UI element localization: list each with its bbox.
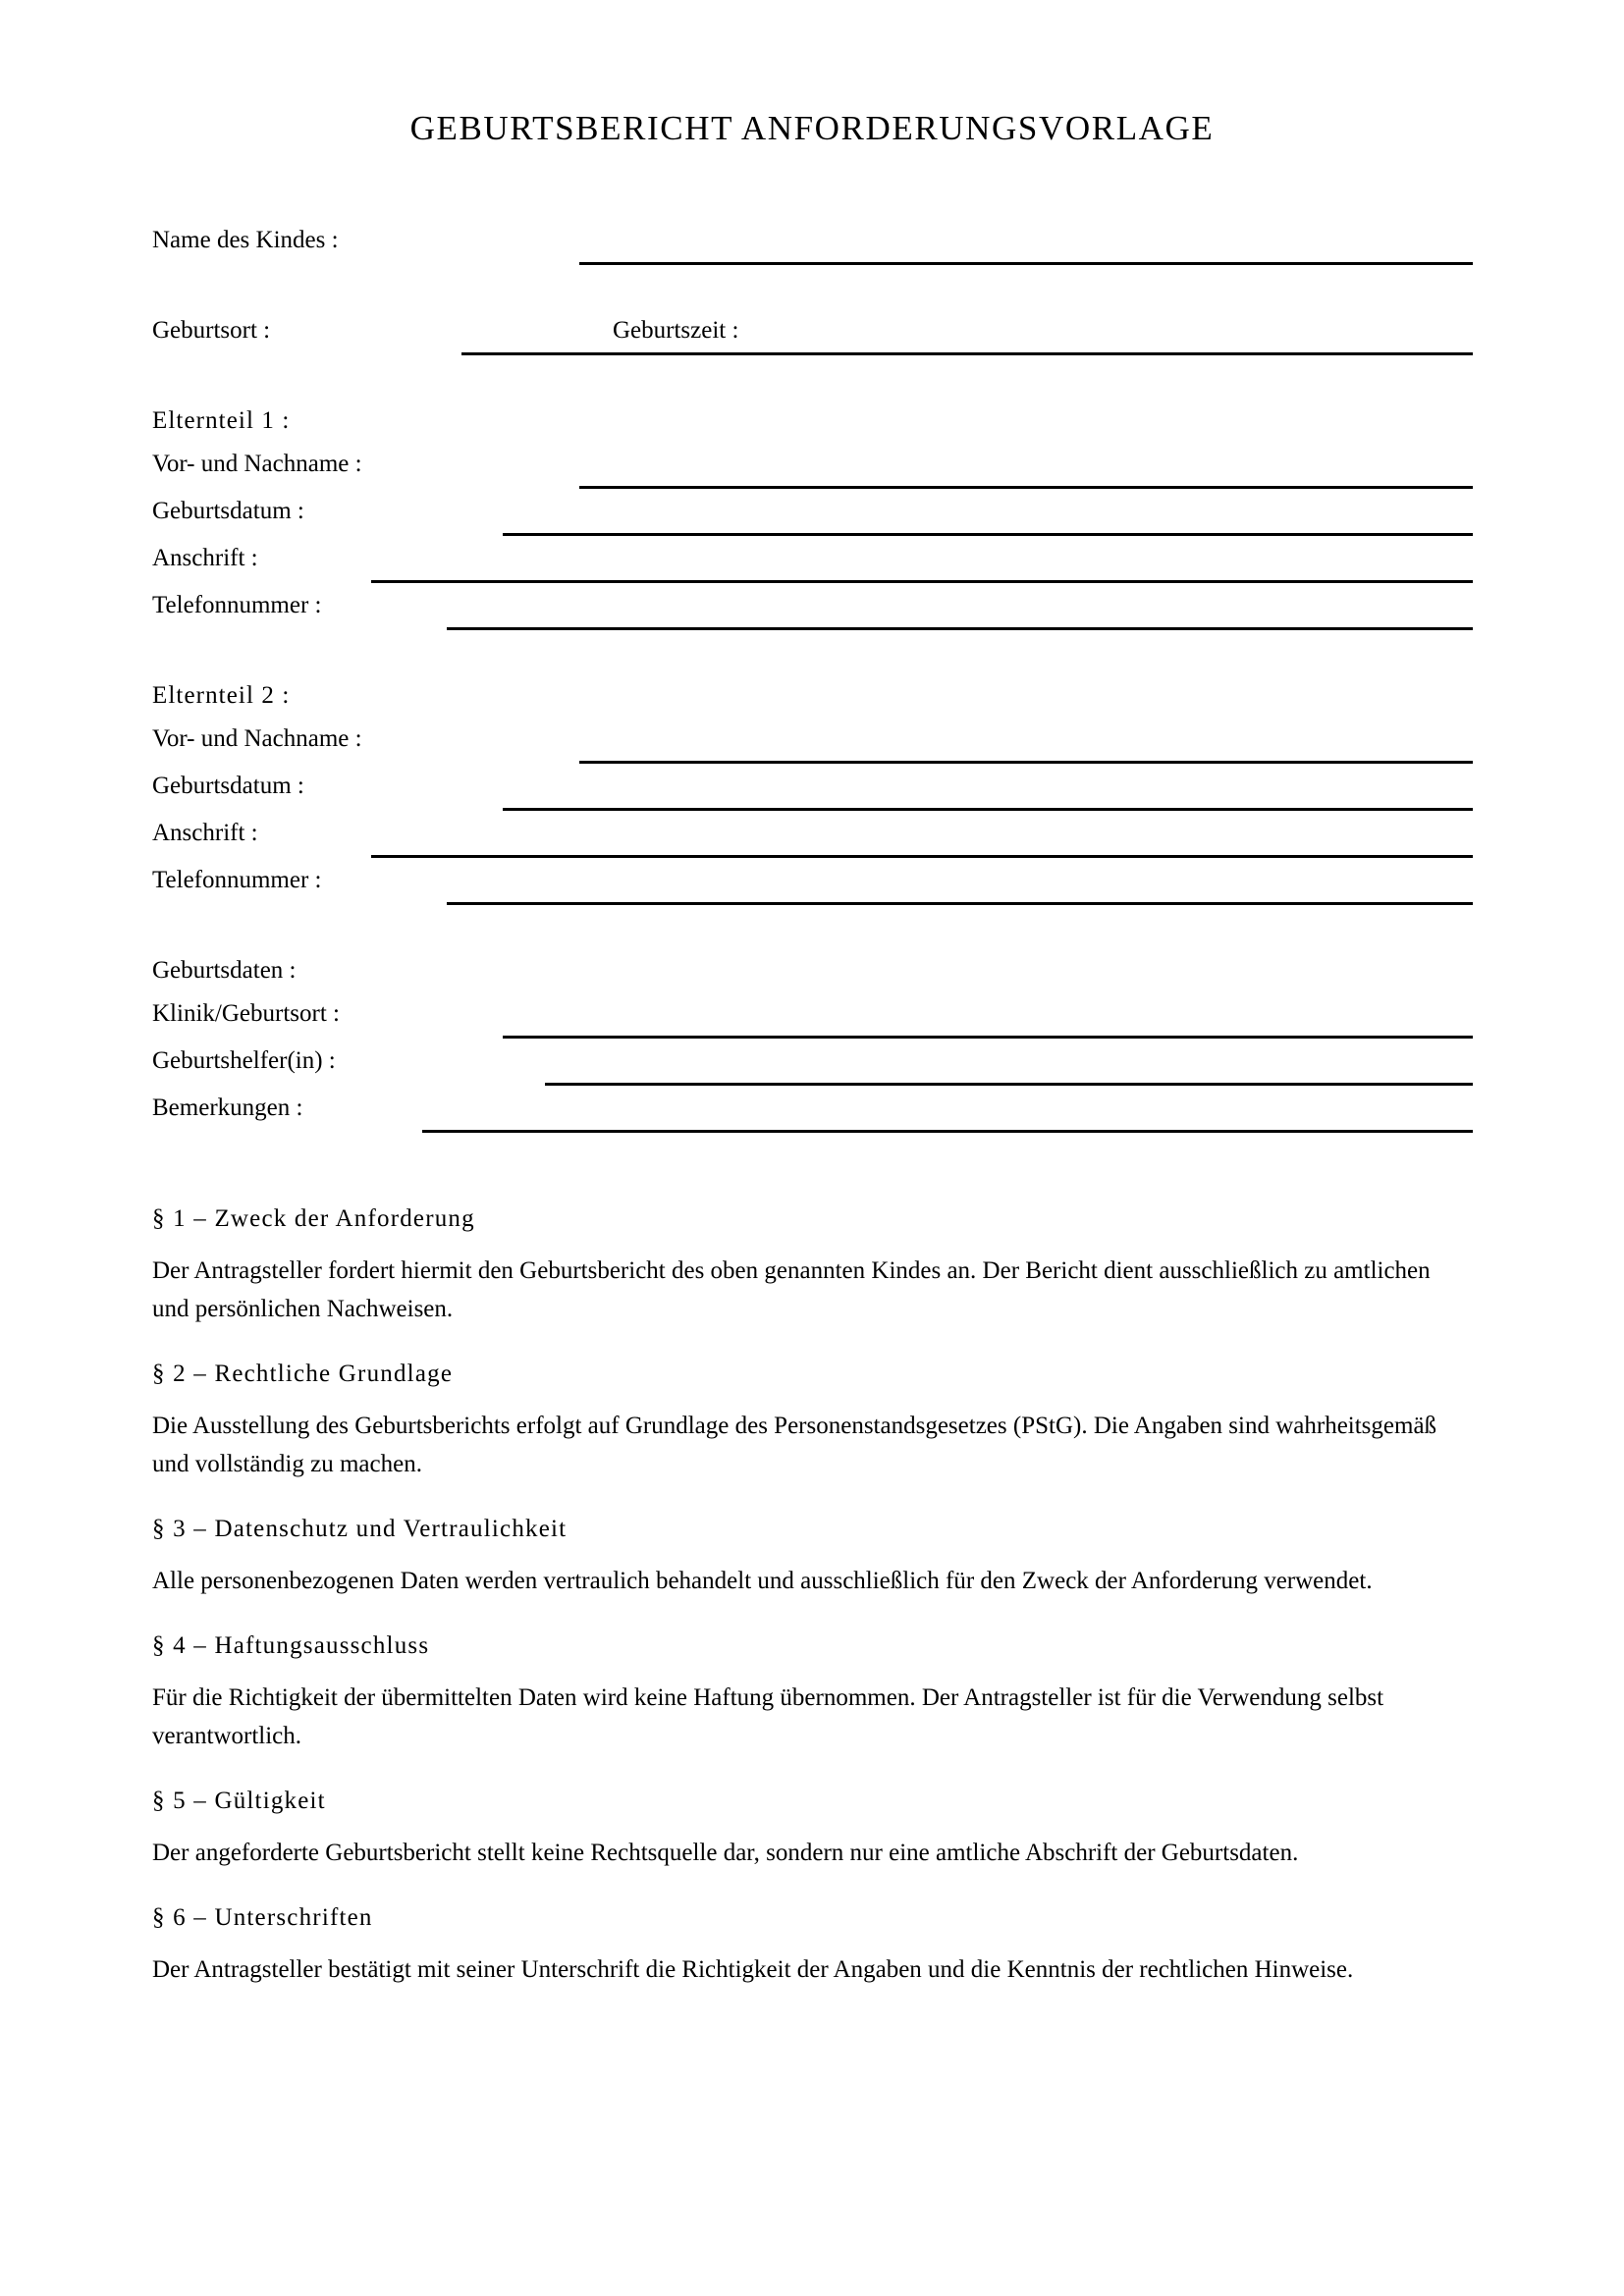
- parent2-phone-label: Telefonnummer :: [152, 867, 322, 893]
- form-fields-area: [152, 226, 1473, 1141]
- parent1-phone-input-rule[interactable]: [447, 627, 1473, 630]
- field-row-parent2-phone: [152, 866, 1473, 913]
- page-title: GEBURTSBERICHT ANFORDERUNGSVORLAGE: [409, 109, 1215, 147]
- parent1-address-input-rule[interactable]: [371, 580, 1473, 583]
- parent1-address-label: Anschrift :: [152, 545, 258, 571]
- field-row-parent1-fullname: [152, 450, 1473, 497]
- field-row-child-name: [152, 226, 1473, 273]
- field-row-parent2-heading: [152, 681, 1473, 724]
- birthdata-section-label: Geburtsdaten :: [152, 957, 297, 984]
- parent2-address-label: Anschrift :: [152, 820, 258, 846]
- field-row-child-birthplace-time: [152, 316, 1473, 363]
- remarks-input-rule[interactable]: [422, 1130, 1473, 1133]
- spacer: [152, 363, 1473, 406]
- parent2-address-input-rule[interactable]: [371, 855, 1473, 858]
- field-row-parent2-birthdate: [152, 772, 1473, 819]
- parent2-birthdate-input-rule[interactable]: [503, 808, 1473, 811]
- clause-2-body: Die Ausstellung des Geburtsberichts erfolgt auf Grundlage des Personenstandsgesetzes (PStG). Die Angaben sind wahrheitsgemäß und vollständig zu machen.: [152, 1413, 1437, 1477]
- clause-4-body: Für die Richtigkeit der übermittelten Daten wird keine Haftung übernommen. Der Antragsteller ist für die Verwendung selbst verantwortlich.: [152, 1684, 1384, 1749]
- parent1-fullname-input-rule[interactable]: [579, 486, 1473, 489]
- clause-4: [152, 1629, 1473, 1755]
- parent2-phone-input-rule[interactable]: [447, 902, 1473, 905]
- field-row-parent1-phone: [152, 591, 1473, 638]
- parent2-birthdate-label: Geburtsdatum :: [152, 773, 304, 799]
- field-row-parent1-birthdate: [152, 497, 1473, 544]
- clause-3-body: Alle personenbezogenen Daten werden vertraulich behandelt und ausschließlich für den Zweck der Anforderung verwendet.: [152, 1568, 1373, 1594]
- child-birthplace-label: Geburtsort :: [152, 317, 271, 344]
- midwife-input-rule[interactable]: [545, 1083, 1473, 1086]
- parent2-fullname-input-rule[interactable]: [579, 761, 1473, 764]
- child-birthtime-label: Geburtszeit :: [609, 316, 742, 346]
- field-row-parent1-address: [152, 544, 1473, 591]
- clause-6: [152, 1901, 1473, 1989]
- parent1-birthdate-label: Geburtsdatum :: [152, 498, 304, 524]
- field-row-midwife: [152, 1046, 1473, 1094]
- clauses-section: [152, 1202, 1473, 1989]
- remarks-label: Bemerkungen :: [152, 1095, 303, 1121]
- parent2-section-label: Elternteil 2 :: [152, 682, 291, 709]
- child-name-input-rule[interactable]: [579, 262, 1473, 265]
- clause-1: [152, 1202, 1473, 1328]
- parent1-birthdate-input-rule[interactable]: [503, 533, 1473, 536]
- field-row-parent1-heading: [152, 406, 1473, 450]
- clause-4-heading: § 4 – Haftungsausschluss: [152, 1632, 430, 1659]
- parent1-phone-label: Telefonnummer :: [152, 592, 322, 618]
- spacer: [152, 638, 1473, 681]
- parent1-fullname-label: Vor- und Nachname :: [152, 451, 362, 477]
- parent2-fullname-label: Vor- und Nachname :: [152, 725, 362, 752]
- spacer: [152, 273, 1473, 316]
- clause-5-heading: § 5 – Gültigkeit: [152, 1788, 326, 1814]
- clause-5: [152, 1785, 1473, 1872]
- clause-3-heading: § 3 – Datenschutz und Vertraulichkeit: [152, 1516, 568, 1542]
- clinic-label: Klinik/Geburtsort :: [152, 1000, 340, 1027]
- midwife-label: Geburtshelfer(in) :: [152, 1047, 336, 1074]
- clause-2-heading: § 2 – Rechtliche Grundlage: [152, 1361, 454, 1387]
- field-row-parent2-address: [152, 819, 1473, 866]
- parent1-section-label: Elternteil 1 :: [152, 407, 291, 434]
- field-row-remarks: [152, 1094, 1473, 1141]
- field-row-birthdata-heading: [152, 956, 1473, 999]
- clause-5-body: Der angeforderte Geburtsbericht stellt keine Rechtsquelle dar, sondern nur eine amtliche Abschrift der Geburtsdaten.: [152, 1840, 1299, 1866]
- child-name-label: Name des Kindes :: [152, 227, 339, 253]
- field-row-parent2-fullname: [152, 724, 1473, 772]
- clause-3: [152, 1513, 1473, 1600]
- clause-2: [152, 1358, 1473, 1483]
- clause-6-heading: § 6 – Unterschriften: [152, 1904, 373, 1931]
- field-row-clinic: [152, 999, 1473, 1046]
- clause-1-body: Der Antragsteller fordert hiermit den Geburtsbericht des oben genannten Kindes an. Der Bericht dient ausschließlich zu amtlichen und persönlichen Nachweisen.: [152, 1257, 1431, 1322]
- spacer: [152, 913, 1473, 956]
- child-birthplace-time-input-rule[interactable]: [461, 352, 1473, 355]
- clause-1-heading: § 1 – Zweck der Anforderung: [152, 1205, 475, 1232]
- clinic-input-rule[interactable]: [503, 1036, 1473, 1039]
- clause-6-body: Der Antragsteller bestätigt mit seiner Unterschrift die Richtigkeit der Angaben und die Kenntnis der rechtlichen Hinweise.: [152, 1956, 1354, 1983]
